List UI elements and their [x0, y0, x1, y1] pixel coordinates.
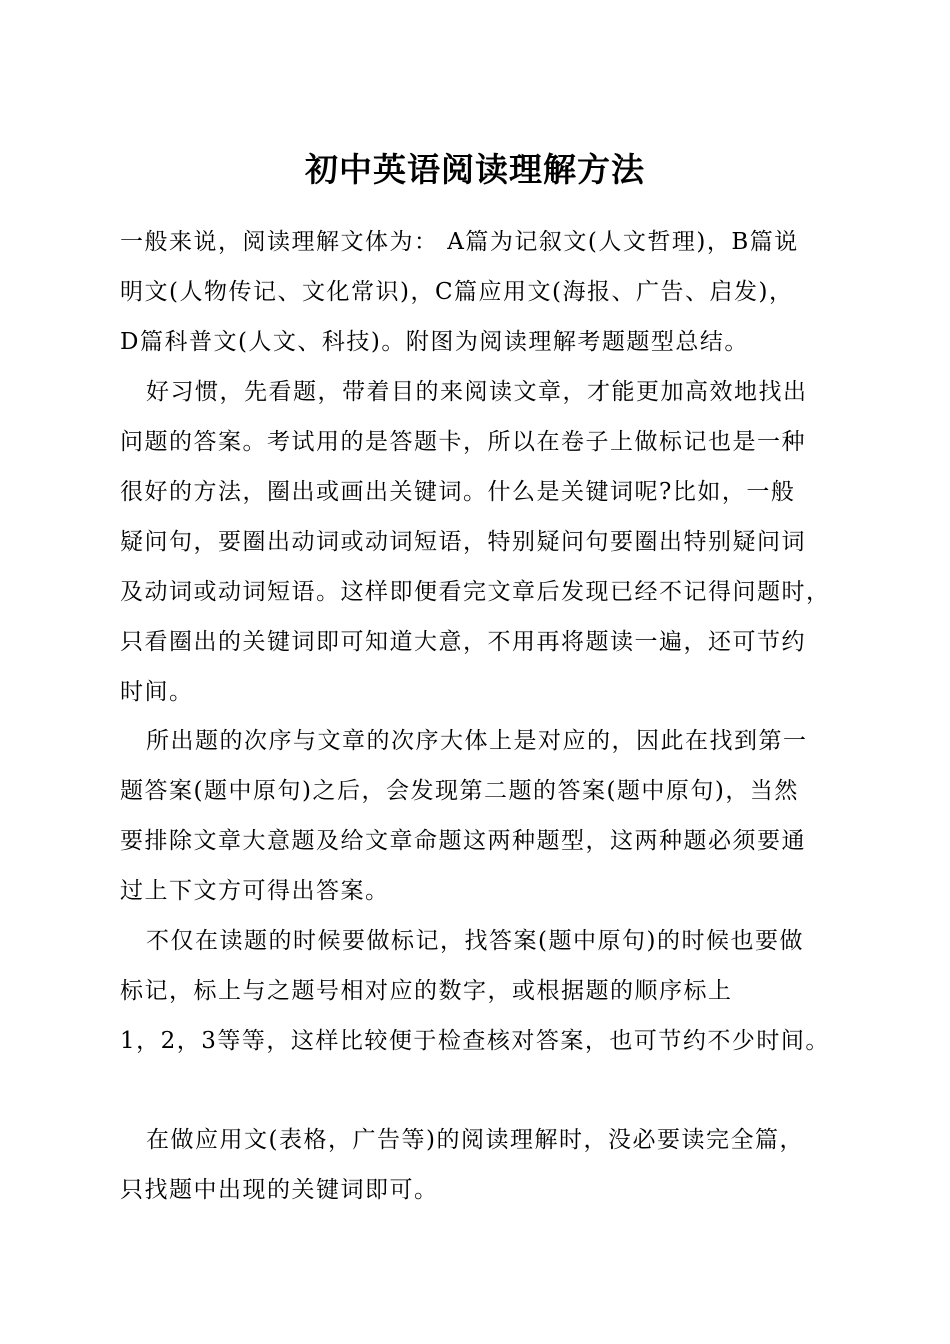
- text-line: 一般来说，阅读理解文体为： A篇为记叙文(人文哲理)，B篇说: [120, 229, 799, 255]
- text-line: 问题的答案。考试用的是答题卡，所以在卷子上做标记也是一种: [120, 429, 806, 455]
- text-line: 所出题的次序与文章的次序大体上是对应的，因此在找到第一: [146, 728, 808, 754]
- text-line: 时间。: [120, 679, 194, 705]
- text-line: 只看圈出的关键词即可知道大意，不用再将题读一遍，还可节约: [120, 629, 806, 655]
- text-line: 要排除文章大意题及给文章命题这两种题型，这两种题必须要通: [120, 828, 806, 854]
- text-line: D篇科普文(人文、科技)。附图为阅读理解考题题型总结。: [120, 329, 749, 355]
- text-line: 标记，标上与之题号相对应的数字，或根据题的顺序标上: [120, 978, 733, 1004]
- text-line: 题答案(题中原句)之后，会发现第二题的答案(题中原句)，当然: [120, 778, 799, 804]
- text-line: 过上下文方可得出答案。: [120, 878, 390, 904]
- text-line: 很好的方法，圈出或画出关键词。什么是关键词呢?比如，一般: [120, 479, 796, 505]
- text-line: 明文(人物传记、文化常识)，C篇应用文(海报、广告、启发)，: [120, 279, 794, 305]
- text-line: 只找题中出现的关键词即可。: [120, 1177, 439, 1203]
- text-line: 及动词或动词短语。这样即便看完文章后发现已经不记得问题时，: [120, 579, 831, 605]
- text-line: 1，2，3等等，这样比较便于检查核对答案，也可节约不少时间。: [120, 1028, 830, 1054]
- text-line: 好习惯，先看题，带着目的来阅读文章，才能更加高效地找出: [146, 379, 808, 405]
- text-line: 在做应用文(表格，广告等)的阅读理解时，没必要读完全篇，: [146, 1127, 804, 1153]
- text-line: 疑问句，要圈出动词或动词短语，特别疑问句要圈出特别疑问词: [120, 529, 806, 555]
- document-title: 初中英语阅读理解方法: [305, 150, 645, 189]
- text-line: 不仅在读题的时候要做标记，找答案(题中原句)的时候也要做: [146, 928, 804, 954]
